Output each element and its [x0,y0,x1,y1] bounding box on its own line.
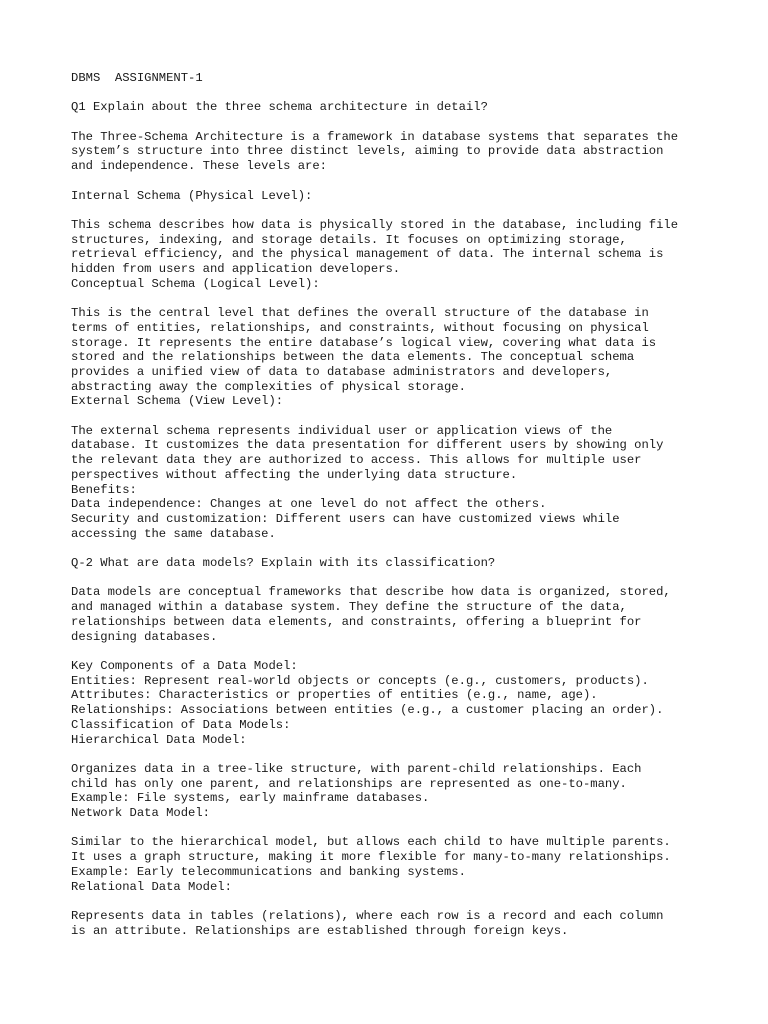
text-line: Relational Data Model: [71,879,232,894]
blank-line [71,541,751,556]
benefit-item: Data independence: Changes at one level do not affect the others. [71,497,547,512]
blank-line [71,203,751,218]
text-line: database. It customizes the data presentation for different users by showing only [71,438,664,453]
hierarchical-model-paragraph [71,762,751,821]
text-line: Example: File systems, early mainframe databases. [71,791,430,806]
q1-intro-paragraph [71,130,751,174]
blank-line [71,115,751,130]
blank-line [71,409,751,424]
text-line: perspectives without affecting the underlying data structure. [71,467,518,482]
blank-line [71,174,751,189]
text-line: Key Components of a Data Model: [71,658,298,673]
text-line: child has only one parent, and relationships are represented as one-to-many. [71,776,627,791]
text-line: and managed within a database system. They define the structure of the data, [71,600,627,615]
text-line: Data models are conceptual frameworks that describe how data is organized, stored, [71,585,671,600]
text-line: The Three-Schema Architecture is a framework in database systems that separates the [71,129,679,144]
text-line: Similar to the hierarchical model, but allows each child to have multiple parents. [71,835,671,850]
text-line: The external schema represents individual user or application views of the [71,423,613,438]
text-line: designing databases. [71,629,218,644]
text-line: This schema describes how data is physically stored in the database, including file [71,217,679,232]
external-schema-heading: External Schema (View Level): [71,394,284,409]
question-2: Q-2 What are data models? Explain with its classification? [71,556,496,571]
benefits-list [71,497,751,541]
text-line: Classification of Data Models: [71,717,291,732]
text-line: Relationships: Associations between entities (e.g., a customer placing an order). [71,703,664,718]
conceptual-schema-paragraph [71,306,751,394]
text-line: the relevant data they are authorized to access. This allows for multiple user [71,453,642,468]
benefit-item: accessing the same database. [71,526,276,541]
network-model-paragraph [71,835,751,894]
internal-schema-paragraph [71,218,751,277]
question-1: Q1 Explain about the three schema architecture in detail? [71,100,488,115]
text-line: stored and the relationships between the data elements. The conceptual schema [71,350,635,365]
text-line: Entities: Represent real-world objects or concepts (e.g., customers, products). [71,673,649,688]
text-line: hidden from users and application developers. [71,262,401,277]
conceptual-schema-heading: Conceptual Schema (Logical Level): [71,276,320,291]
blank-line [71,747,751,762]
text-line: It uses a graph structure, making it more flexible for many-to-many relationships. [71,850,671,865]
text-line: structures, indexing, and storage details. It focuses on optimizing storage, [71,232,627,247]
text-line: provides a unified view of data to database administrators and developers, [71,364,613,379]
internal-schema-heading: Internal Schema (Physical Level): [71,188,313,203]
text-line: Represents data in tables (relations), where each row is a record and each column [71,908,664,923]
text-line: Network Data Model: [71,806,210,820]
text-line: system’s structure into three distinct levels, aiming to provide data abstraction [71,144,664,159]
blank-line [71,894,751,909]
blank-line [71,291,751,306]
text-line: Organizes data in a tree-like structure, with parent-child relationships. Each [71,761,642,776]
document-page [71,71,751,938]
text-line: Attributes: Characteristics or properties of entities (e.g., name, age). [71,688,598,703]
external-schema-paragraph [71,424,751,483]
text-line: and independence. These levels are: [71,159,327,174]
data-model-components [71,659,751,747]
blank-line [71,821,751,836]
text-line: storage. It represents the entire database’s logical view, covering what data is [71,335,657,350]
text-line: retrieval efficiency, and the physical management of data. The internal schema is [71,247,664,262]
text-line: This is the central level that defines the overall structure of the database in [71,306,649,321]
document-title: DBMS ASSIGNMENT-1 [71,71,203,85]
text-line: is an attribute. Relationships are established through foreign keys. [71,923,569,938]
text-line: Hierarchical Data Model: [71,732,247,747]
benefit-item: Security and customization: Different users can have customized views while [71,512,620,526]
blank-line [71,86,751,101]
text-line: Example: Early telecommunications and banking systems. [71,864,466,879]
relational-model-paragraph [71,909,751,938]
benefits-heading: Benefits: [71,482,137,497]
blank-line [71,644,751,659]
text-line: abstracting away the complexities of physical storage. [71,379,466,394]
text-line: relationships between data elements, and constraints, offering a blueprint for [71,614,642,629]
blank-line [71,571,751,586]
text-line: terms of entities, relationships, and constraints, without focusing on physical [71,320,649,335]
q2-intro-paragraph [71,585,751,644]
